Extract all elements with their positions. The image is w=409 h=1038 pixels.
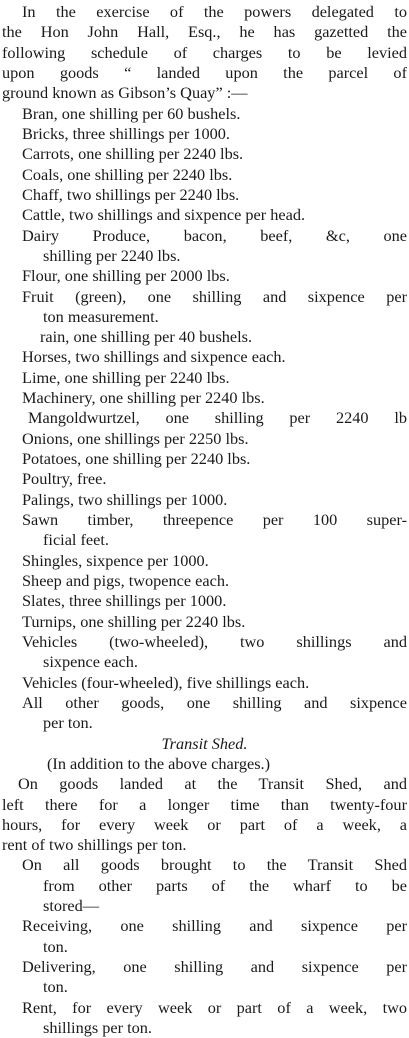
article-text-line: Turnips, one shilling per 2240 lbs. xyxy=(22,611,246,631)
article-text-line: Machinery, one shilling per 2240 lbs. xyxy=(22,388,265,408)
article-text-line: hours, for every week or part of a week, a xyxy=(2,814,407,834)
article-text-line: Receiving, one shilling and sixpence per xyxy=(22,916,407,936)
article-text-line: left there for a longer time than twenty-four xyxy=(2,794,407,814)
article-text-line: Slates, three shillings per 1000. xyxy=(22,591,227,611)
article-text-line: On all goods brought to the Transit Shed xyxy=(22,855,407,875)
article-text-line: Cattle, two shillings and sixpence per head. xyxy=(22,205,306,225)
article-text-line: All other goods, one shilling and sixpence xyxy=(22,692,407,712)
article-text-line: Dairy Produce, bacon, beef, &c, one xyxy=(22,225,407,245)
article-text-line: ton. xyxy=(43,936,68,956)
article-text-line: Potatoes, one shilling per 2240 lbs. xyxy=(22,449,251,468)
article-text-line: shilling per 2240 lbs. xyxy=(43,245,181,265)
article-text-line: Palings, two shillings per 1000. xyxy=(22,489,228,509)
article-text-line: per ton. xyxy=(43,713,93,733)
article-text-line: Onions, one shillings per 2250 lbs. xyxy=(22,428,249,448)
article-text-line: Fruit (green), one shilling and sixpence per xyxy=(22,286,407,306)
article-text-line: In the exercise of the powers delegated to xyxy=(22,2,407,21)
article-text-line: Carrots, one shilling per 2240 lbs. xyxy=(22,144,244,164)
article-text-line: Vehicles (four-wheeled), five shillings each. xyxy=(22,672,310,692)
article-text-line: Sawn timber, threepence per 100 super- xyxy=(22,510,407,529)
article-text-line: shillings per ton. xyxy=(43,1018,152,1037)
article-text-line: Lime, one shilling per 2240 lbs. xyxy=(22,367,230,387)
article-text-line: Coals, one shilling per 2240 lbs. xyxy=(22,164,233,184)
article-text-line: Bran, one shilling per 60 bushels. xyxy=(22,103,241,123)
article-text-line: upon goods “ landed upon the parcel of xyxy=(2,63,407,82)
article-text-line: Horses, two shillings and sixpence each. xyxy=(22,347,286,367)
article-text-line: Chaff, two shillings per 2240 lbs. xyxy=(22,184,240,204)
article-text-line: stored— xyxy=(43,896,100,916)
article-text-line: Sheep and pigs, twopence each. xyxy=(22,571,230,590)
article-text-line: Mangoldwurtzel, one shilling per 2240 lb xyxy=(28,408,407,428)
article-text-line: (In addition to the above charges.) xyxy=(47,753,271,773)
article-text-line: Shingles, sixpence per 1000. xyxy=(22,550,209,570)
article-text-line: ficial feet. xyxy=(43,530,109,550)
article-text-line: ton. xyxy=(43,977,68,997)
article-text-line: Flour, one shilling per 2000 lbs. xyxy=(22,266,230,286)
article-text-line: rent of two shillings per ton. xyxy=(2,835,187,855)
article-text-line: Bricks, three shillings per 1000. xyxy=(22,123,231,143)
article-text-line: rain, one shilling per 40 bushels. xyxy=(40,327,253,347)
article-text-line: from other parts of the wharf to be xyxy=(43,875,407,895)
article-text-line: the Hon John Hall, Esq., he has gazetted the xyxy=(2,22,407,42)
article-text-line: Poultry, free. xyxy=(22,469,107,489)
article-text-line: Delivering, one shilling and sixpence per xyxy=(22,957,407,976)
article-text-line: ground known as Gibson’s Quay” :— xyxy=(2,83,248,103)
article-text-line: Rent, for every week or part of a week, two xyxy=(22,997,407,1017)
article-text-line: On goods landed at the Transit Shed, and xyxy=(18,774,407,794)
article-text-line: following schedule of charges to be levied xyxy=(2,42,407,62)
article-text-line: ton measurement. xyxy=(43,306,159,326)
section-heading: Transit Shed. xyxy=(161,733,248,753)
article-text-line: sixpence each. xyxy=(43,652,138,672)
article-text-line: Vehicles (two-wheeled), two shillings and xyxy=(22,631,407,651)
